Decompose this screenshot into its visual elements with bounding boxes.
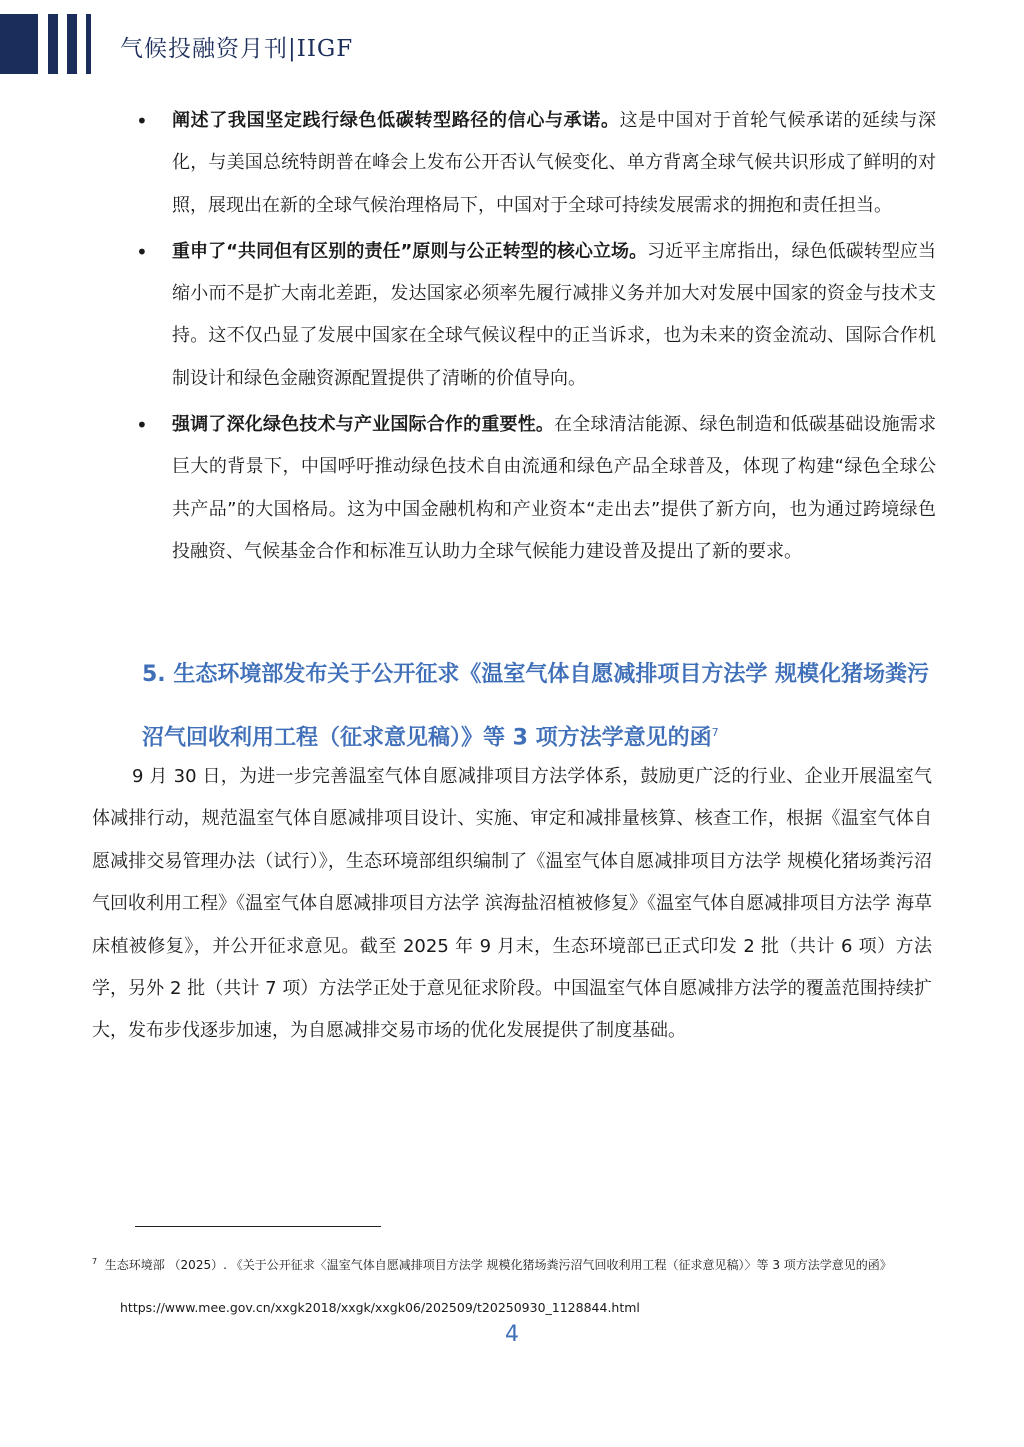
footnote-divider bbox=[135, 1226, 381, 1227]
footnote-url-link[interactable]: https://www.mee.gov.cn/xxgk2018/xxgk/xxgk06/202509/t20250930_1128844.html bbox=[120, 1300, 640, 1315]
logo-bar bbox=[86, 14, 91, 74]
bullet-item bbox=[136, 231, 936, 400]
section-heading bbox=[142, 646, 942, 767]
bullet-item bbox=[136, 100, 936, 227]
logo-bar bbox=[48, 14, 58, 74]
journal-title: 气候投融资月刊|IIGF bbox=[120, 36, 354, 62]
footnote-text: 生态环境部 （2025）. 《关于公开征求〈温室气体自愿减排项目方法学 规模化猪场粪污沼气回收利用工程（征求意见稿）〉等 3 项方法学意见的函》 bbox=[104, 1258, 892, 1272]
page-number: 4 bbox=[505, 1322, 519, 1347]
bullet-body: 这是中国对于首轮气候承诺的延续与深化，与美国总统特朗普在峰会上发布公开否认气候变化、单方背离全球气候共识形成了鲜明的对照，展现出在新的全球气候治理格局下，中国对于全球可持续发展需求的拥抱和责任担当。 bbox=[172, 110, 937, 216]
footnote-ref[interactable]: 7 bbox=[711, 726, 719, 739]
bullet-text bbox=[172, 404, 936, 573]
bullet-text bbox=[172, 100, 936, 227]
bullet-bold-lead: 重申了“共同但有区别的责任”原则与公正转型的核心立场。 bbox=[172, 240, 648, 262]
section-heading-text: 5. 生态环境部发布关于公开征求《温室气体自愿减排项目方法学 规模化猪场粪污沼气回收利用工程（征求意见稿）》等 3 项方法学意见的函 bbox=[142, 662, 929, 751]
bullet-bold-lead: 阐述了我国坚定践行绿色低碳转型路径的信心与承诺。 bbox=[172, 110, 620, 131]
logo-bar bbox=[67, 14, 77, 74]
bullet-bold-lead: 强调了深化绿色技术与产业国际合作的重要性。 bbox=[172, 414, 555, 436]
bullet-list bbox=[136, 100, 936, 577]
bullet-dot-icon: • bbox=[136, 413, 148, 438]
bullet-text bbox=[172, 231, 936, 400]
bullet-item bbox=[136, 404, 936, 573]
footnote-mark: 7 bbox=[92, 1257, 98, 1266]
body-paragraph: 9 月 30 日，为进一步完善温室气体自愿减排项目方法学体系，鼓励更广泛的行业、企业开展温室气体减排行动，规范温室气体自愿减排项目设计、实施、审定和减排量核算、核查工作，根据《温室气体自愿减排交易管理办法（试行）》，生态环境部组织编制了《温室气体自愿减排项目方法学 规模化猪场粪污沼气回收利用工程》《温室气体自愿减排项目方法学 滨海盐沼植被修复》《温室气体自愿减排项目方法学 海草床植被修复》，并公开征求意见。截至 2025 年 9 月末，生态环境部已正式印发 2 批（共计 6 项）方法学，另外 2 批（共计 7 项）方法学正处于意见征求阶段。中国温室气体自愿减排方法学的覆盖范围持续扩大，发布步伐逐步加速，为自愿减排交易市场的优化发展提供了制度基础。 bbox=[92, 766, 932, 1042]
footnote bbox=[92, 1252, 922, 1275]
bullet-dot-icon: • bbox=[136, 239, 148, 264]
bullet-dot-icon: • bbox=[136, 109, 148, 133]
bullet-body: 在全球清洁能源、绿色制造和低碳基础设施需求巨大的背景下，中国呼吁推动绿色技术自由流通和绿色产品全球普及，体现了构建“绿色全球公共产品”的大国格局。这为中国金融机构和产业资本“走出去”提供了新方向，也为通过跨境绿色投融资、气候基金合作和标准互认助力全球气候能力建设普及提出了新的要求。 bbox=[172, 414, 937, 562]
bullet-body: 习近平主席指出，绿色低碳转型应当缩小而不是扩大南北差距，发达国家必须率先履行减排义务并加大对发展中国家的资金与技术支持。这不仅凸显了发展中国家在全球气候议程中的正当诉求，也为未来的资金流动、国际合作机制设计和绿色金融资源配置提供了清晰的价值导向。 bbox=[172, 240, 936, 389]
logo-bar bbox=[0, 14, 38, 74]
